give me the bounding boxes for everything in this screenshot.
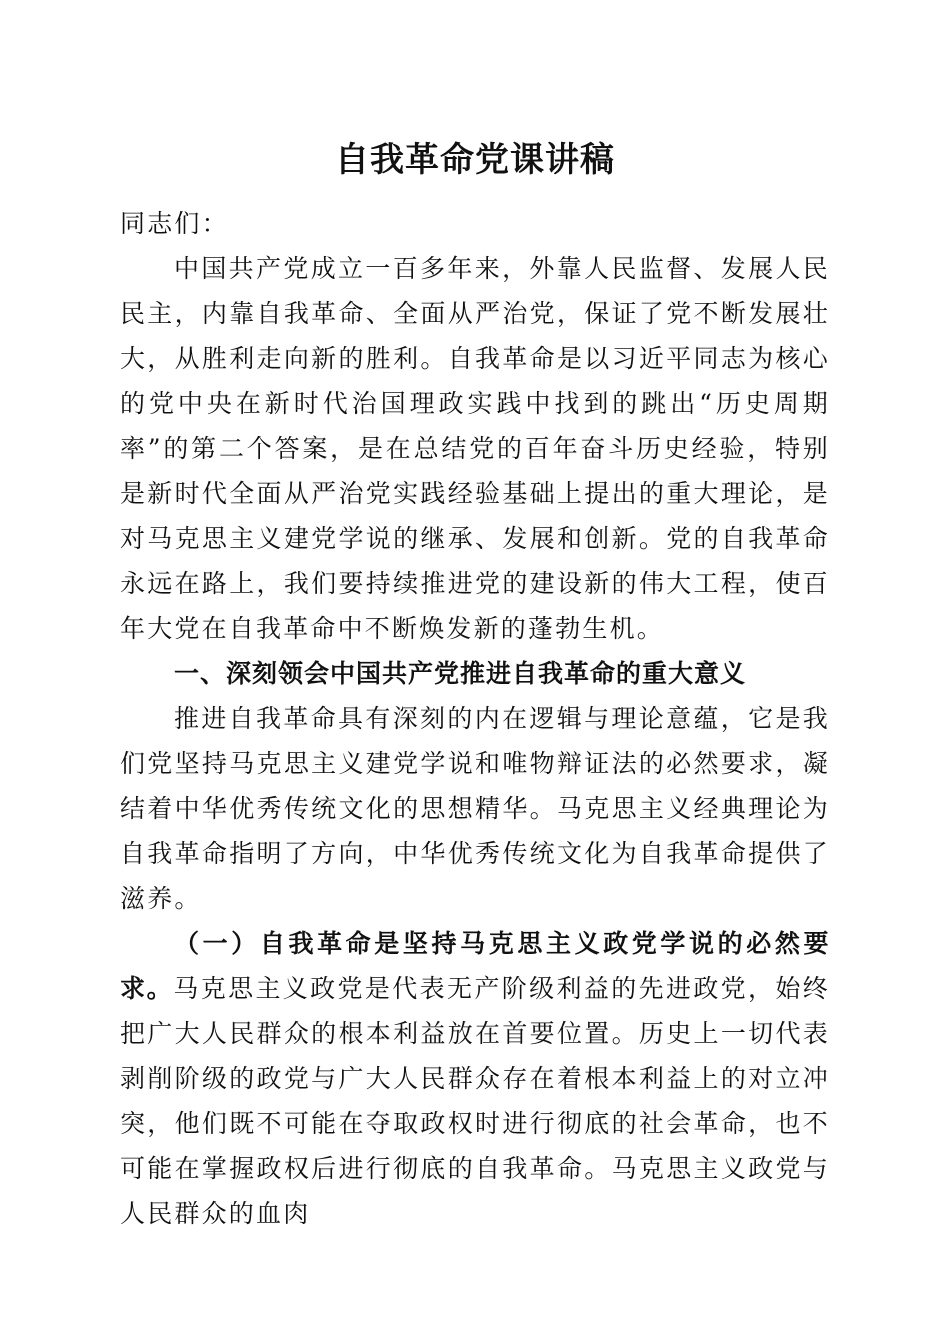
subsection-1-paragraph — [120, 921, 830, 1236]
document-title: 自我革命党课讲稿 — [335, 140, 615, 180]
salutation: 同志们： — [120, 209, 229, 238]
document-body — [120, 201, 830, 1236]
subsection-1-text: 马克思主义政党是代表无产阶级利益的先进政党，始终把广大人民群众的根本利益放在首要位置。历史上一切代表剥削阶级的政党与广大人民群众存在着根本利益上的对立冲突，他们既不可能在夺取政权时进行彻底的社会革命，也不可能在掌握政权后进行彻底的自我革命。马克思主义政党与人民群众的血肉 — [120, 974, 830, 1228]
intro-paragraph: 中国共产党成立一百多年来，外靠人民监督、发展人民民主，内靠自我革命、全面从严治党，保证了党不断发展壮大，从胜利走向新的胜利。自我革命是以习近平同志为核心的党中央在新时代治国理政实践中找到的跳出“历史周期率”的第二个答案，是在总结党的百年奋斗历史经验，特别是新时代全面从严治党实践经验基础上提出的重大理论，是对马克思主义建党学说的继承、发展和创新。党的自我革命永远在路上，我们要持续推进党的建设新的伟大工程，使百年大党在自我革命中不断焕发新的蓬勃生机。 — [120, 254, 830, 643]
section-heading-1: 一、深刻领会中国共产党推进自我革命的重大意义 — [174, 659, 747, 688]
subsection-heading-1: （一）自我革命是坚持马克思主义政党学说的必然要求。 — [120, 929, 830, 1003]
section-1-paragraph: 推进自我革命具有深刻的内在逻辑与理论意蕴，它是我们党坚持马克思主义建党学说和唯物辩证法的必然要求，凝结着中华优秀传统文化的思想精华。马克思主义经典理论为自我革命指明了方向，中华优秀传统文化为自我革命提供了滋养。 — [120, 704, 830, 913]
